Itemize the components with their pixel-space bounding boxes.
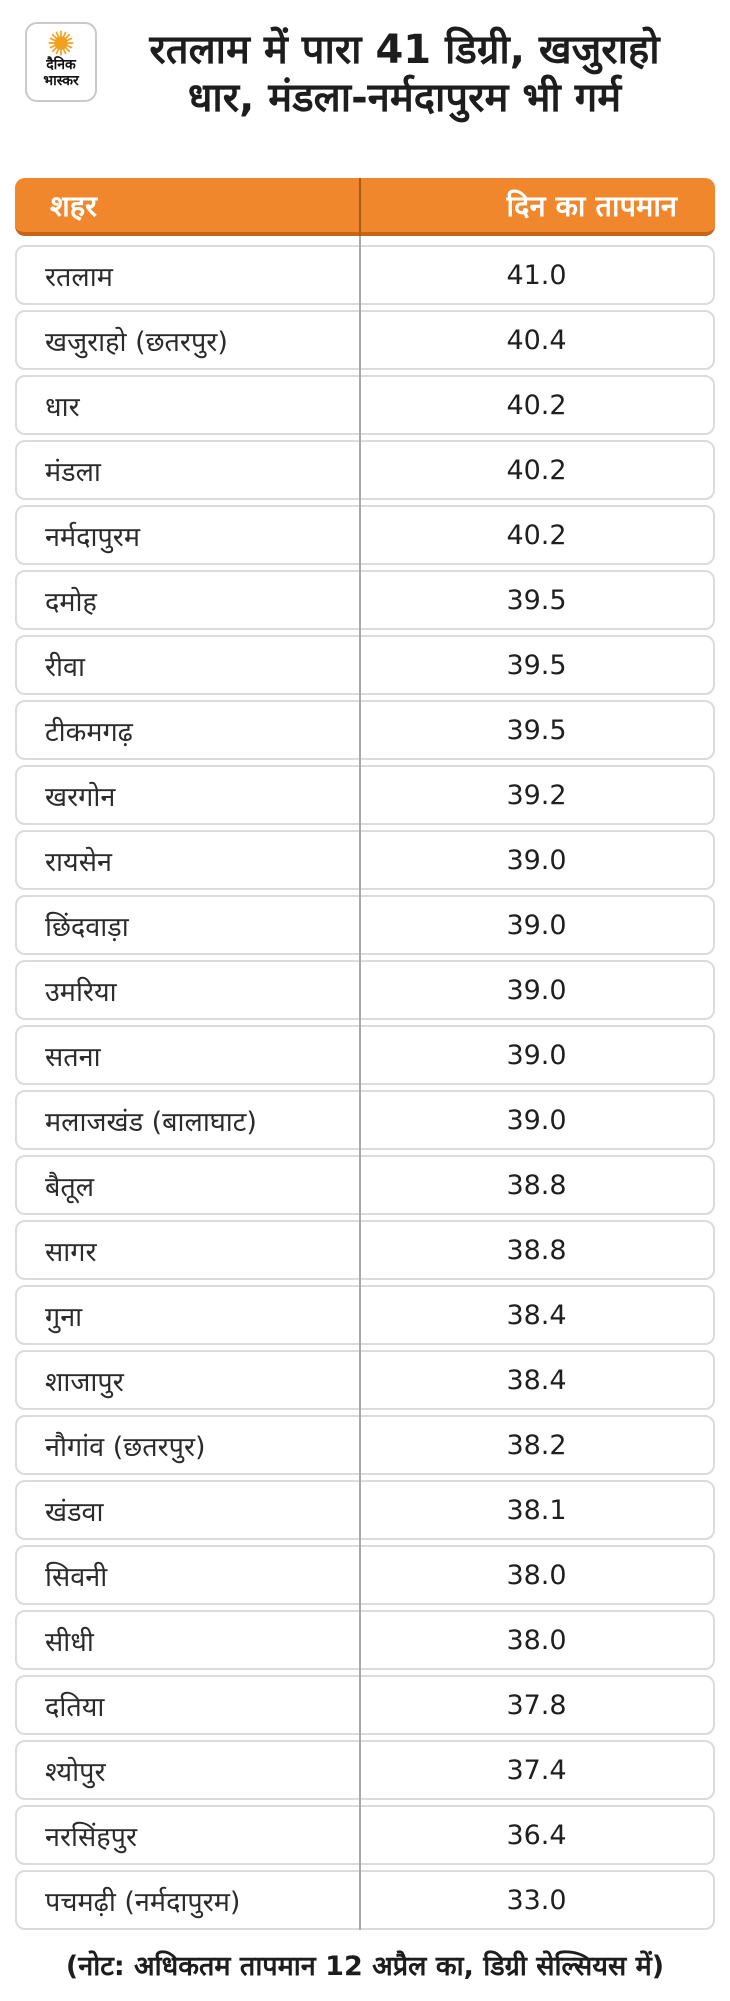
table-row [15,700,715,760]
city-cell: रायसेन [45,846,112,878]
table-row [15,635,715,695]
temperature-cell: 40.2 [506,454,567,486]
city-cell: नौगांव (छतरपुर) [45,1431,206,1463]
city-cell: टीकमगढ़ [45,716,133,748]
dainik-bhaskar-logo [25,22,97,102]
table-row [15,1610,715,1670]
city-cell: नरसिंहपुर [45,1821,137,1853]
table-row [15,1480,715,1540]
title-line-1: रतलाम में पारा 41 डिग्री, खजुराहो [149,27,660,73]
table-row [15,895,715,955]
page-header [0,0,730,122]
table-row [15,1675,715,1735]
column-header-temperature: दिन का तापमान [506,188,677,223]
temperature-cell: 41.0 [506,259,567,291]
temperature-cell: 39.5 [506,584,567,616]
temperature-cell: 37.4 [506,1754,567,1786]
table-header-row [15,178,715,236]
table-row [15,310,715,370]
city-cell: रीवा [45,651,86,683]
page-title [97,22,712,122]
temperature-cell: 38.0 [506,1624,567,1656]
city-cell: खजुराहो (छतरपुर) [45,326,228,358]
temperature-cell: 39.0 [506,974,567,1006]
table-row [15,375,715,435]
city-cell: श्योपुर [45,1756,106,1788]
column-divider-body [359,236,361,1930]
table-row [15,830,715,890]
table-row [15,1090,715,1150]
city-cell: उमरिया [45,976,117,1008]
temperature-cell: 38.1 [506,1494,567,1526]
city-cell: मलाजखंड (बालाघाट) [45,1106,257,1138]
city-cell: नर्मदापुरम [45,521,140,553]
city-cell: खरगोन [45,781,116,813]
city-cell: धार [45,391,80,423]
city-cell: दतिया [45,1691,105,1723]
temperature-cell: 39.2 [506,779,567,811]
table-body [15,236,715,1930]
table-row [15,960,715,1020]
temperature-cell: 40.2 [506,389,567,421]
table-row [15,1285,715,1345]
temperature-cell: 39.5 [506,649,567,681]
column-divider-header [359,178,361,236]
table-row [15,1350,715,1410]
table-row [15,1870,715,1930]
table-row [15,245,715,305]
city-cell: शाजापुर [45,1366,124,1398]
temperature-cell: 39.0 [506,1039,567,1071]
table-row [15,765,715,825]
temperature-cell: 38.8 [506,1169,567,1201]
city-cell: सतना [45,1041,101,1073]
table-row [15,505,715,565]
temperature-cell: 38.4 [506,1364,567,1396]
temperature-cell: 36.4 [506,1819,567,1851]
brand-line-1: दैनिक [46,57,76,73]
table-row [15,570,715,630]
temperature-cell: 33.0 [506,1884,567,1916]
temperature-cell: 39.5 [506,714,567,746]
city-cell: सिवनी [45,1561,108,1593]
table-row [15,1415,715,1475]
temperature-cell: 37.8 [506,1689,567,1721]
footnote: (नोट: अधिकतम तापमान 12 अप्रैल का, डिग्री सेल्सियस में) [65,1951,665,1982]
table-row [15,1740,715,1800]
brand-name [43,58,78,89]
temperature-cell: 39.0 [506,844,567,876]
city-cell: पचमढ़ी (नर्मदापुरम) [45,1886,241,1918]
temperature-cell: 38.8 [506,1234,567,1266]
title-line-2: धार, मंडला-नर्मदापुरम भी गर्म [187,75,622,121]
city-cell: सागर [45,1236,97,1268]
temperature-cell: 38.0 [506,1559,567,1591]
city-cell: मंडला [45,456,101,488]
table-row [15,440,715,500]
temperature-cell: 40.4 [506,324,567,356]
temperature-cell: 38.2 [506,1429,567,1461]
city-cell: दमोह [45,586,97,618]
city-cell: छिंदवाड़ा [45,911,129,943]
temperature-cell: 40.2 [506,519,567,551]
city-cell: सीधी [45,1626,94,1658]
table-row [15,1155,715,1215]
city-cell: रतलाम [45,261,113,293]
brand-line-2: भास्कर [43,72,79,89]
table-row [15,1805,715,1865]
city-cell: गुना [45,1301,83,1333]
table-row [15,1545,715,1605]
table-row [15,1025,715,1085]
column-header-city: शहर [50,188,97,223]
table-row [15,1220,715,1280]
temperature-table [15,178,715,1930]
temperature-cell: 38.4 [506,1299,567,1331]
temperature-cell: 39.0 [506,1104,567,1136]
city-cell: बैतूल [45,1171,95,1203]
temperature-cell: 39.0 [506,909,567,941]
city-cell: खंडवा [45,1496,104,1528]
sun-icon [48,30,74,56]
